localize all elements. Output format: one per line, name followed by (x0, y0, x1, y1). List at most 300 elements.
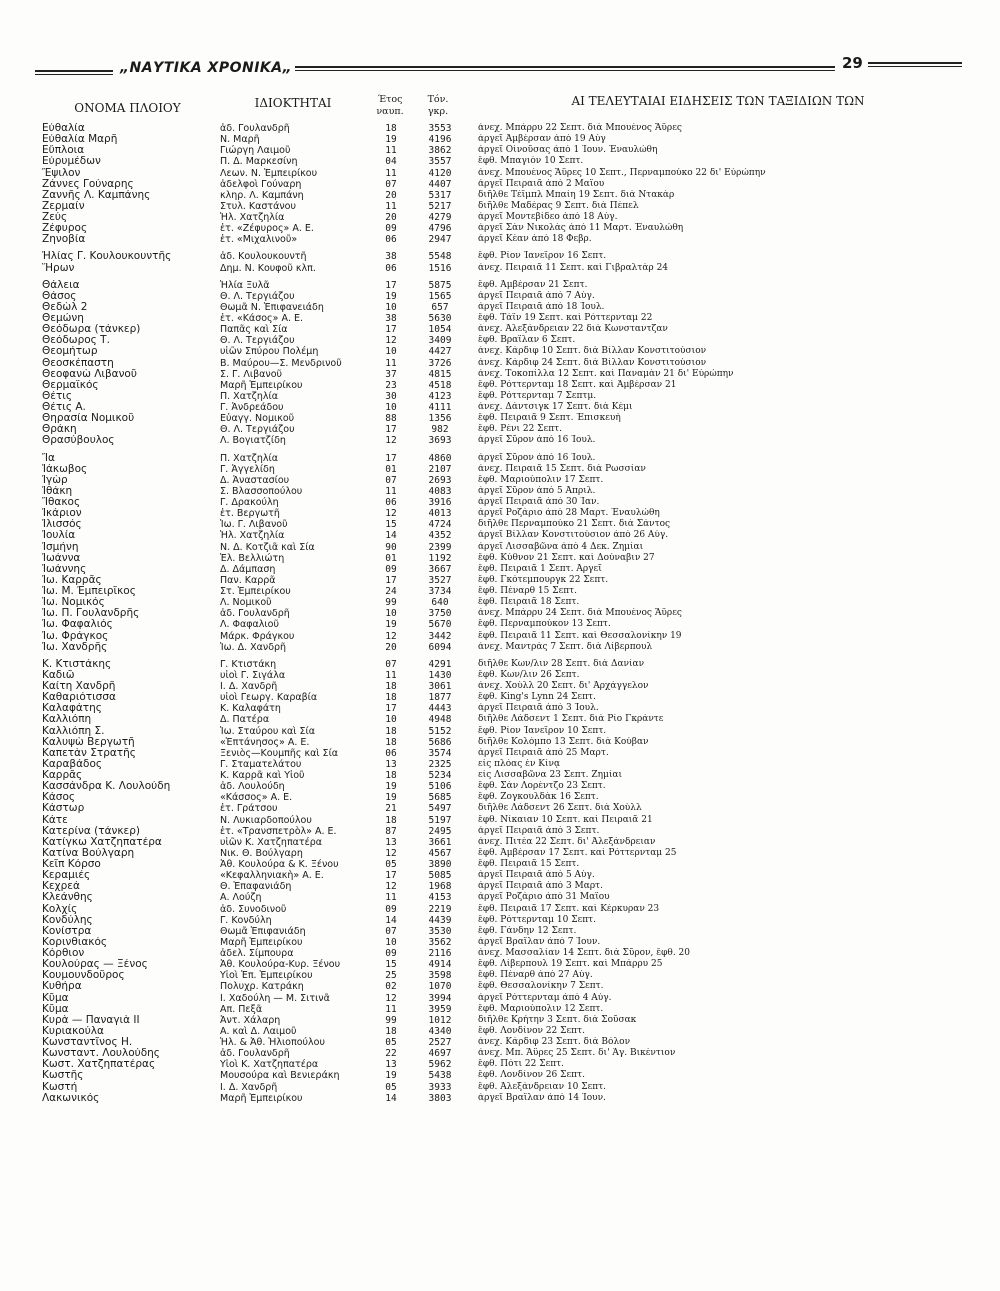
cell-name: Θεοσκέπαστη (42, 357, 114, 369)
cell-tons: 4111 (428, 402, 452, 413)
cell-name: Εὐθαλία (42, 123, 85, 134)
table-row (0, 703, 1000, 714)
table-row (0, 803, 1000, 814)
cell-news: ἔφθ. Πειραιᾶ 18 Σεπτ. (478, 597, 580, 608)
cell-tons: 2325 (428, 758, 452, 770)
cell-tons: 4279 (428, 212, 452, 223)
cell-owner: Γ. Δρακούλη (220, 497, 279, 508)
cell-tons: 2947 (428, 234, 452, 246)
cell-news: ἔφθ. Ἀμβέρσαν 17 Σεπτ. καὶ Ρόττερνταμ 25 (478, 847, 677, 858)
table-row (0, 313, 1000, 324)
cell-owner: «Κάσσος» Α. Ε. (220, 792, 293, 804)
cell-name: Θηρασία Νομικοῦ (42, 413, 135, 425)
cell-news: ἀνεχ. Κάρδιφ 23 Σεπτ. διὰ Βόλον (478, 1037, 631, 1047)
cell-tons: 5685 (428, 792, 452, 804)
cell-name: Κῦμα (42, 992, 69, 1004)
cell-year: 19 (385, 290, 397, 302)
cell-tons: 3862 (428, 145, 452, 157)
cell-news: ἔφθ. Πειραιᾶ 17 Σεπτ. καὶ Κέρκυραν 23 (478, 903, 660, 914)
cell-name: Καθαριότισσα (42, 692, 116, 704)
table-row (0, 179, 1000, 190)
cell-owner: ἑτ. Βεργωτῆ (220, 508, 280, 520)
cell-year: 22 (385, 1048, 397, 1060)
cell-year: 17 (385, 452, 397, 464)
table-row (0, 424, 1000, 435)
cell-year: 10 (385, 714, 397, 726)
cell-news: ἀργεῖ Πειραιᾶ ἀπὸ 18 Ἰουλ. (478, 301, 605, 312)
cell-news: ἔφθ. Ζογκουλδὰκ 16 Σεπτ. (478, 792, 599, 803)
cell-news: ἔφθ. Ἀλεξάνδρειαν 10 Σεπτ. (478, 1081, 607, 1092)
cell-year: 18 (385, 725, 397, 737)
cell-news: ἀργεῖ Πειραιᾶ ἀπὸ 7 Αὐγ. (478, 290, 595, 301)
table-row (0, 659, 1000, 670)
table-row (0, 1048, 1000, 1059)
cell-tons: 2495 (428, 825, 452, 837)
cell-owner: Δ. Ἀναστασίου (220, 474, 290, 486)
table-row (0, 486, 1000, 497)
cell-owner: Ἀθ. Κουλούρα & Κ. Ξένου (220, 859, 339, 870)
cell-news: ἀργεῖ Ροζάριο ἀπὸ 31 Μαΐου (478, 892, 610, 903)
cell-year: 14 (385, 914, 397, 926)
cell-owner: Ν. Δ. Κοτζιᾶ καὶ Σία (220, 541, 315, 553)
cell-year: 88 (385, 413, 397, 425)
cell-owner: Ἰω. Δ. Χανδρῆ (220, 641, 287, 653)
table-row (0, 134, 1000, 145)
table-row (0, 692, 1000, 703)
cell-tons: 657 (431, 301, 449, 313)
cell-tons: 5106 (428, 781, 452, 793)
table-row (0, 464, 1000, 475)
table-row (0, 970, 1000, 981)
cell-owner: ἀδ. Κουλουκουντῆ (220, 251, 307, 263)
cell-name: Ἰω. Φράγκος (42, 630, 109, 642)
cell-news: ἔφθ. Πειραιᾶ 11 Σεπτ. καὶ Θεσσαλονίκην 19 (478, 630, 682, 641)
cell-name: Καλαφάτης (42, 703, 102, 715)
cell-year: 17 (385, 279, 397, 291)
cell-name: Κονίστρα (42, 925, 92, 937)
cell-year: 05 (385, 1081, 397, 1093)
cell-tons: 3667 (428, 563, 452, 575)
cell-name: Κάστωρ (42, 803, 85, 815)
cell-tons: 5497 (428, 803, 452, 815)
cell-tons: 4724 (428, 519, 452, 531)
cell-owner: ἀδελ. Σίμπουρα (220, 948, 294, 959)
cell-tons: 4013 (428, 508, 452, 520)
table-row (0, 642, 1000, 653)
cell-tons: 4153 (428, 892, 452, 904)
cell-tons: 3916 (428, 497, 452, 508)
cell-news: διῆλθε Λάδσεντ 1 Σεπτ. διὰ Ρίο Γκράντε (478, 714, 664, 725)
table-row (0, 335, 1000, 346)
cell-name: Ζεύς (42, 212, 68, 223)
cell-tons: 1968 (428, 881, 452, 893)
cell-news: ἀνεχ. Μπουένος Ἄϋρες 10 Σεπτ., Περναμπούκο 22 δι' Εὐρώπην (478, 167, 766, 178)
cell-name: Θερμαϊκός (42, 379, 99, 391)
cell-tons: 640 (431, 597, 449, 609)
table-row (0, 915, 1000, 926)
table-row (0, 380, 1000, 391)
cell-owner: Α. Λούζη (220, 892, 262, 904)
table-row (0, 201, 1000, 212)
cell-news: ἀργεῖ Πειραιᾶ ἀπὸ 3 Σεπτ. (478, 825, 600, 836)
cell-name: Κουλούρας — Ξένος (42, 959, 148, 971)
cell-tons: 5438 (428, 1070, 452, 1082)
cell-name: Κολχίς (42, 903, 78, 915)
cell-news: διῆλθε Κολόμπο 13 Σεπτ. διὰ Κούβαν (478, 736, 649, 747)
cell-year: 19 (385, 781, 397, 793)
cell-news: ἀνεχ. Μπ. Ἄϋρες 25 Σεπτ. δι' Ἁγ. Βικέντιον (478, 1048, 676, 1059)
cell-name: Κ. Κτιστάκης (42, 658, 112, 670)
cell-tons: 4518 (428, 379, 452, 391)
table-row (0, 597, 1000, 608)
page-number: 29 (842, 54, 863, 72)
cell-year: 18 (385, 770, 397, 781)
cell-name: Καπετὰν Στρατῆς (42, 747, 136, 759)
cell-year: 12 (385, 508, 397, 520)
cell-tons: 4948 (428, 714, 452, 726)
table-row (0, 726, 1000, 737)
cell-tons: 2399 (428, 541, 452, 553)
cell-tons: 1012 (428, 1014, 452, 1026)
cell-tons: 5548 (428, 251, 452, 263)
cell-owner: Μαρῆ Ἐμπειρίκου (220, 379, 303, 391)
cell-owner: Ν. Λυκιαρδοπούλου (220, 814, 312, 826)
cell-news: ἀργεῖ Πειραιᾶ ἀπὸ 25 Μαρτ. (478, 747, 609, 758)
cell-year: 11 (385, 167, 397, 179)
table-row (0, 892, 1000, 903)
cell-year: 11 (385, 892, 397, 904)
cell-year: 18 (385, 814, 397, 826)
cell-year: 17 (385, 703, 397, 715)
cell-tons: 3574 (428, 747, 452, 759)
cell-news: ἔφθ. Λονδίνον 22 Σεπτ. (478, 1025, 585, 1036)
cell-name: Ἠλίας Γ. Κουλουκουντῆς (42, 251, 172, 263)
table-row (0, 168, 1000, 179)
cell-year: 10 (385, 301, 397, 313)
cell-name: Κεραμιές (42, 870, 91, 882)
cell-tons: 1356 (428, 413, 452, 425)
cell-news: ἔφθ. Γκότεμπουργκ 22 Σεπτ. (478, 574, 609, 585)
cell-name: Κάσος (42, 792, 76, 804)
table-row (0, 781, 1000, 792)
table-row (0, 608, 1000, 619)
cell-name: Κουμουνδοῦρος (42, 970, 125, 982)
table-row (0, 937, 1000, 948)
table-row (0, 904, 1000, 915)
cell-news: ἀνεχ. Πιτέα 22 Σεπτ. δι' Ἀλεξάνδρειαν (478, 836, 656, 847)
cell-owner: Γ. Κτιστάκη (220, 658, 277, 670)
cell-year: 18 (385, 123, 397, 134)
cell-owner: Ἠλ. & Ἀθ. Ἠλιοπούλου (220, 1037, 325, 1048)
cell-name: Θεοφανὼ Λιβανοῦ (42, 368, 137, 380)
cell-tons: 3553 (428, 123, 452, 134)
cell-news: εἰς Λισσαβῶνα 23 Σεπτ. Ζημίαι (478, 770, 623, 780)
cell-name: Καδιῶ (42, 669, 75, 681)
cell-news: ἀργεῖ Βραΐλαν ἀπὸ 14 Ἰουν. (478, 1092, 606, 1103)
cell-tons: 5234 (428, 770, 452, 781)
cell-name: Ἰω. Π. Γουλανδρῆς (42, 608, 140, 620)
table-row (0, 993, 1000, 1004)
cell-name: Θεομήτωρ (42, 346, 98, 358)
cell-year: 24 (385, 586, 397, 597)
cell-news: ἔφθ. Ρόττερνταμ 18 Σεπτ. καὶ Ἀμβέρσαν 21 (478, 379, 677, 390)
table-row (0, 402, 1000, 413)
table-row (0, 1026, 1000, 1037)
cell-news: ἔφθ. Λίβερπουλ 19 Σεπτ. καὶ Μπάρρυ 25 (478, 959, 663, 970)
cell-owner: Θ. Λ. Τεργιάζου (220, 424, 295, 436)
table-row (0, 759, 1000, 770)
cell-owner: Υἱοὶ Ἐπ. Ἐμπειρίκου (220, 970, 313, 982)
cell-news: ἀργεῖ Βίλλαν Κονστιτούσιον ἀπὸ 26 Αὐγ. (478, 530, 669, 541)
cell-owner: Π. Δ. Μαρκεσίνη (220, 156, 298, 168)
cell-owner: ἀδ. Γουλανδρῆ (220, 1048, 290, 1060)
cell-year: 12 (385, 435, 397, 447)
cell-owner: υἱοὶ Γ. Σιγάλα (220, 669, 286, 681)
cell-year: 11 (385, 1003, 397, 1015)
cell-owner: ἀδελφοὶ Γούναρη (220, 178, 302, 190)
cell-tons: 3598 (428, 970, 452, 982)
cell-owner: Ι. Δ. Χανδρῆ (220, 681, 278, 692)
table-row (0, 586, 1000, 597)
cell-name: Κωνσταντ. Λουλούδης (42, 1048, 160, 1060)
cell-owner: Πολυχρ. Κατράκη (220, 981, 304, 993)
table-row (0, 475, 1000, 486)
cell-tons: 4427 (428, 346, 452, 358)
cell-name: Κωστή (42, 1081, 78, 1093)
cell-tons: 4120 (428, 167, 452, 179)
cell-tons: 5875 (428, 279, 452, 291)
cell-news: ἀνεχ. Πειραιᾶ 11 Σεπτ. καὶ Γιβραλτὰρ 24 (478, 262, 669, 273)
cell-tons: 4352 (428, 530, 452, 542)
cell-tons: 4567 (428, 847, 452, 859)
cell-name: Καλυψὼ Βεργωτῆ (42, 736, 135, 748)
cell-year: 10 (385, 402, 397, 413)
table-row (0, 737, 1000, 748)
cell-tons: 3442 (428, 630, 452, 642)
cell-tons: 3409 (428, 335, 452, 347)
cell-year: 04 (385, 156, 397, 168)
cell-tons: 5317 (428, 189, 452, 201)
cell-news: ἔφθ. Πειραιᾶ 15 Σεπτ. (478, 859, 580, 869)
cell-tons: 5962 (428, 1059, 452, 1071)
cell-owner: Νικ. Θ. Βούλγαρη (220, 847, 303, 859)
cell-tons: 5217 (428, 200, 452, 212)
cell-owner: Σ. Γ. Λιβανοῦ (220, 368, 283, 380)
cell-name: Καραβάδος (42, 758, 103, 770)
cell-year: 23 (385, 379, 397, 391)
cell-tons: 3557 (428, 156, 452, 168)
cell-tons: 3933 (428, 1081, 452, 1093)
cell-name: Ἔψιλον (42, 167, 81, 179)
cell-name: Ἰθάκη (42, 485, 73, 497)
cell-owner: Δημ. Ν. Κουφοῦ κλπ. (220, 262, 316, 274)
cell-tons: 3562 (428, 936, 452, 948)
cell-year: 07 (385, 178, 397, 190)
cell-tons: 5686 (428, 736, 452, 748)
cell-year: 09 (385, 948, 397, 959)
cell-year: 18 (385, 681, 397, 692)
cell-tons: 1192 (428, 552, 452, 564)
cell-tons: 1877 (428, 692, 452, 704)
cell-name: Ἰωάννης (42, 563, 87, 575)
ship-list (0, 123, 1000, 1104)
cell-name: Καίτη Χανδρῆ (42, 681, 116, 692)
cell-year: 06 (385, 497, 397, 508)
cell-news: ἔφθ. Νίκαιαν 10 Σεπτ. καὶ Πειραιᾶ 21 (478, 814, 653, 825)
cell-name: Θράκη (42, 424, 77, 436)
cell-owner: Απ. Πεξᾶ (220, 1003, 263, 1015)
cell-news: ἔφθ. Πειραιᾶ 9 Σεπτ. Ἐπισκευὴ (478, 413, 621, 424)
cell-name: Κεχρεά (42, 881, 80, 893)
cell-owner: ἀδ. Γουλανδρῆ (220, 608, 290, 620)
table-row (0, 435, 1000, 446)
cell-owner: Θωμᾶ Ἐπιφανιάδη (220, 925, 306, 937)
cell-owner: Π. Χατζηλία (220, 452, 278, 464)
cell-name: Κωστ. Χατζηπατέρας (42, 1059, 156, 1071)
table-row (0, 358, 1000, 369)
column-header-news: ΑΙ ΤΕΛΕΥΤΑΙΑΙ ΕΙΔΗΣΕΙΣ ΤΩΝ ΤΑΞΙΔΙΩΝ ΤΩΝ (571, 94, 865, 108)
cell-name: Ἰουλία (42, 530, 76, 542)
cell-name: Κεῖπ Κόρσο (42, 859, 101, 870)
cell-tons: 4196 (428, 134, 452, 146)
cell-owner: Β. Μαύρου—Σ. Μενδρινοῦ (220, 357, 342, 369)
cell-name: Καρρᾶς (42, 770, 83, 781)
cell-name: Θέτις (42, 390, 72, 402)
cell-name: Λακωνικός (42, 1092, 100, 1104)
cell-tons: 4796 (428, 223, 452, 235)
cell-year: 15 (385, 519, 397, 531)
cell-news: ἀργεῖ Πειραιᾶ ἀπὸ 3 Ἰουλ. (478, 703, 599, 714)
cell-year: 13 (385, 758, 397, 770)
cell-owner: Ἠλ. Χατζηλία (220, 212, 285, 223)
cell-news: ἀργεῖ Πειραιᾶ ἀπὸ 2 Μαΐου (478, 178, 605, 189)
cell-year: 07 (385, 925, 397, 937)
cell-tons: 2107 (428, 463, 452, 475)
cell-owner: Θ. Λ. Τεργιάζου (220, 335, 295, 347)
cell-tons: 982 (431, 424, 449, 436)
cell-year: 09 (385, 903, 397, 915)
cell-name: Θεμώνη (42, 313, 84, 324)
cell-news: ἀνεχ. Μασσαλίαν 14 Σεπτ. διὰ Σῦρον, ἔφθ. 20 (478, 948, 690, 958)
table-row (0, 223, 1000, 234)
cell-name: Ἰω. Καρρᾶς (42, 574, 102, 586)
cell-tons: 3734 (428, 586, 452, 597)
cell-owner: ἑτ. «Μιχαλινοῦ» (220, 234, 298, 246)
cell-year: 12 (385, 630, 397, 642)
header-rule-right (868, 62, 962, 64)
cell-owner: Ι. Δ. Χανδρῆ (220, 1081, 278, 1093)
cell-tons: 4291 (428, 658, 452, 670)
cell-name: Ζέφυρος (42, 223, 88, 235)
cell-owner: Λ. Νομικοῦ (220, 597, 272, 609)
cell-tons: 4815 (428, 368, 452, 380)
cell-tons: 2219 (428, 903, 452, 915)
cell-name: Θάλεια (42, 279, 80, 291)
table-row (0, 1015, 1000, 1026)
cell-owner: Θ. Ἐπαφανιάδη (220, 881, 292, 893)
cell-owner: Ἰω. Γ. Λιβανοῦ (220, 519, 288, 531)
cell-owner: Λ. Βογιατζίδη (220, 435, 286, 447)
cell-news: ἀργεῖ Πειραιᾶ ἀπὸ 3 Μαρτ. (478, 881, 603, 892)
cell-news: ἀνεχ. Πειραιᾶ 15 Σεπτ. διὰ Ρωσσίαν (478, 463, 646, 474)
cell-name: Ἰω. Μ. Ἐμπειρῖκος (42, 586, 136, 597)
cell-news: ἔφθ. Ρένι 22 Σεπτ. (478, 424, 562, 435)
cell-year: 13 (385, 1059, 397, 1071)
cell-owner: ἀδ. Γουλανδρῆ (220, 123, 290, 134)
table-row (0, 837, 1000, 848)
table-row (0, 1093, 1000, 1104)
cell-year: 17 (385, 424, 397, 436)
table-row (0, 1004, 1000, 1015)
cell-name: Κατίγκω Χατζηπατέρα (42, 836, 162, 848)
cell-owner: Υἱοὶ Κ. Χατζηπατέρα (220, 1059, 319, 1071)
cell-owner: Θ. Λ. Τεργιάζου (220, 290, 295, 302)
table-row (0, 631, 1000, 642)
cell-owner: Γ. Ἀγγελίδη (220, 463, 275, 475)
cell-news: διῆλθε Μαδέρας 9 Σεπτ. διὰ Πέπελ (478, 200, 639, 211)
table-row (0, 453, 1000, 464)
cell-tons: 3959 (428, 1003, 452, 1015)
cell-news: διῆλθε Τέϊμπλ Μπαίη 19 Σεπτ. διὰ Ντακὰρ (478, 189, 675, 200)
cell-name: Κορινθιακός (42, 936, 108, 948)
cell-year: 06 (385, 747, 397, 759)
cell-owner: Ν. Μαρῆ (220, 134, 260, 146)
cell-year: 10 (385, 608, 397, 620)
table-row (0, 619, 1000, 630)
cell-news: ἔφθ. Ρίον Ἰανεΐρον 10 Σεπτ. (478, 725, 607, 736)
cell-year: 20 (385, 641, 397, 653)
cell-year: 01 (385, 552, 397, 564)
cell-year: 14 (385, 530, 397, 542)
cell-news: ἔφθ. Κύθνον 21 Σεπτ. καὶ Δούναβιν 27 (478, 552, 655, 563)
cell-tons: 4439 (428, 914, 452, 926)
cell-name: Καλλιόπη (42, 714, 92, 726)
cell-year: 14 (385, 1092, 397, 1104)
cell-year: 09 (385, 223, 397, 235)
cell-name: Θεόδωρος Τ. (42, 335, 110, 347)
cell-owner: Δ. Δάμπαση (220, 563, 276, 575)
cell-tons: 3726 (428, 357, 452, 369)
cell-name: Κατίνα Βούλγαρη (42, 847, 135, 859)
cell-name: Εὔπλοια (42, 145, 85, 157)
cell-owner: Α. καὶ Δ. Λαιμοῦ (220, 1025, 297, 1037)
cell-tons: 3750 (428, 608, 452, 620)
magazine-title: „ΝΑΥΤΙΚΑ ΧΡΟΝΙΚΑ„ (120, 60, 293, 76)
table-row (0, 1059, 1000, 1070)
cell-news: ἀργεῖ Ρόττερνταμ ἀπὸ 4 Αὐγ. (478, 992, 612, 1003)
cell-news: ἔφθ. Λονδίνον 26 Σεπτ. (478, 1070, 585, 1081)
table-row (0, 870, 1000, 881)
cell-news: ἔφθ. King's Lynn 24 Σεπτ. (478, 692, 596, 703)
cell-name: Θέτις Α. (42, 402, 86, 413)
cell-year: 38 (385, 313, 397, 324)
cell-news: ἔφθ. Ρόττερνταμ 10 Σεπτ. (478, 914, 596, 925)
table-row (0, 145, 1000, 156)
cell-year: 18 (385, 1025, 397, 1037)
cell-news: ἀνεχ. Ἀλεξάνδρειαν 22 διὰ Κωνσταντζαν (478, 324, 668, 335)
cell-year: 15 (385, 959, 397, 971)
cell-news: ἀνεχ. Μαντρὰς 7 Σεπτ. διὰ Λίβερπουλ (478, 641, 653, 652)
cell-news: ἔφθ. Θεσσαλονίκην 7 Σεπτ. (478, 981, 604, 992)
cell-owner: υἱῶν Σπύρου Πολέμη (220, 346, 319, 358)
cell-news: διῆλθε Κων/λιν 28 Σεπτ. διὰ Δανίαν (478, 658, 645, 669)
table-row (0, 926, 1000, 937)
cell-news: ἀργεῖ Βραΐλαν ἀπὸ 7 Ἰουν. (478, 936, 601, 947)
table-row (0, 881, 1000, 892)
table-row (0, 324, 1000, 335)
cell-news: ἔφθ. Πειραιᾶ 1 Σεπτ. Ἀργεῖ (478, 563, 602, 574)
column-header-year: Έτος ναυπ. (376, 94, 404, 117)
